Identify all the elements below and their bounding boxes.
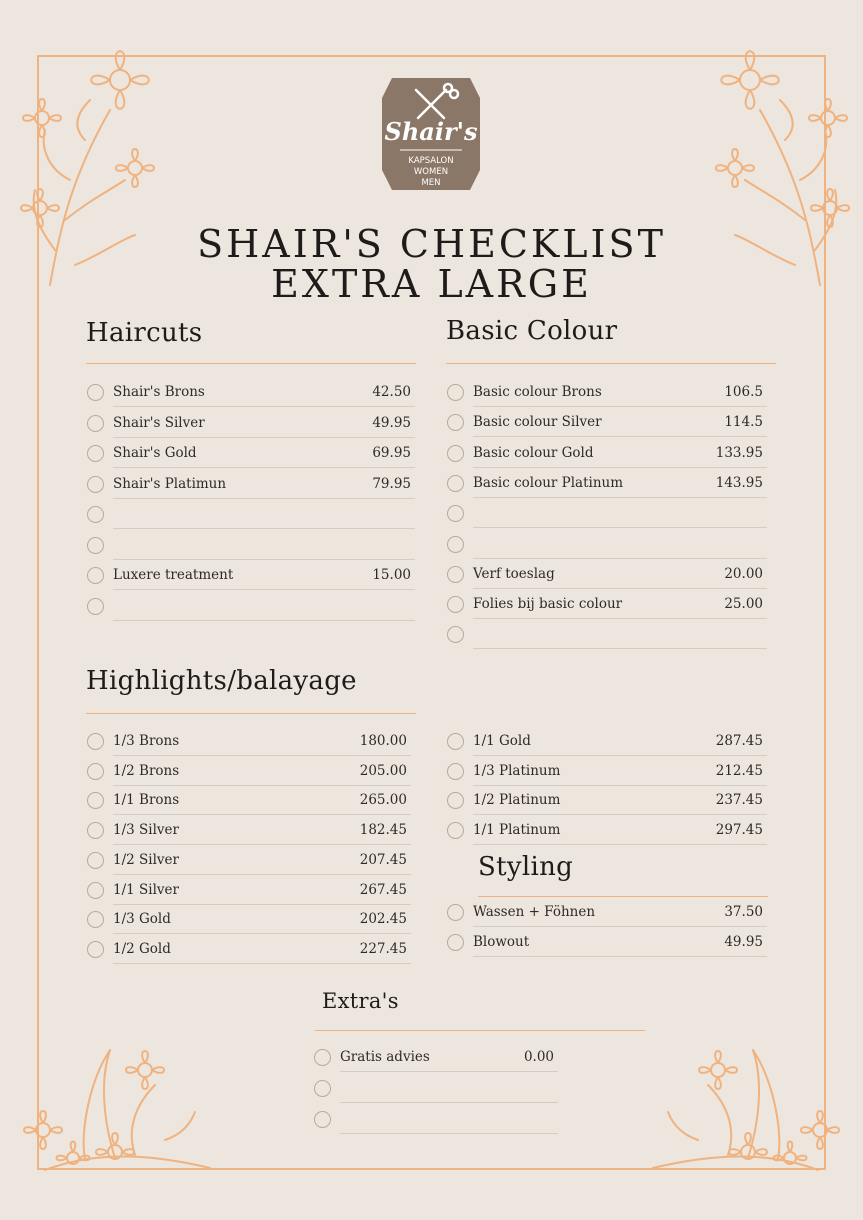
- highlight-row-line: [473, 844, 767, 845]
- extra-checkbox[interactable]: [314, 1080, 331, 1097]
- highlight-item-name: 1/2 Platinum: [473, 792, 561, 809]
- floral-bottom-right-decoration: [648, 1040, 848, 1180]
- haircut-row: [87, 469, 415, 499]
- highlight-row: [447, 815, 767, 845]
- styling-row: [447, 897, 767, 927]
- haircut-item-name: Shair's Brons: [113, 384, 205, 400]
- haircut-item-price: 79.95: [372, 475, 411, 492]
- haircuts-title: Haircuts: [86, 318, 203, 348]
- highlight-checkbox[interactable]: [87, 882, 104, 899]
- extra-row: [314, 1042, 558, 1072]
- basic-colour-row: [447, 438, 767, 468]
- haircut-checkbox[interactable]: [87, 384, 104, 401]
- highlight-item-price: 180.00: [359, 733, 407, 749]
- haircut-item-price: 42.50: [372, 384, 411, 400]
- highlight-item-price: 182.45: [359, 822, 407, 839]
- haircut-row: [87, 591, 415, 621]
- extras-title: Extra's: [322, 989, 399, 1013]
- highlight-item-price: 287.45: [715, 733, 763, 749]
- highlight-item-name: 1/3 Gold: [113, 911, 171, 928]
- highlights-title: Highlights/balayage: [86, 666, 357, 696]
- basic-colour-item-name: Basic colour Gold: [473, 444, 594, 461]
- basic-colour-checkbox[interactable]: [447, 475, 464, 492]
- highlight-item-name: 1/1 Platinum: [473, 822, 561, 839]
- basic-colour-checkbox[interactable]: [447, 536, 464, 553]
- basic-colour-checkbox[interactable]: [447, 505, 464, 522]
- floral-bottom-left-decoration: [15, 1040, 215, 1180]
- highlight-row-line: [113, 963, 411, 964]
- basic-colour-item-name: Basic colour Silver: [473, 414, 602, 431]
- highlight-item-name: 1/2 Brons: [113, 762, 180, 779]
- highlight-item-price: 227.45: [359, 940, 407, 957]
- highlight-item-name: 1/3 Platinum: [473, 762, 561, 779]
- page-title-line-1: SHAIR'S CHECKLIST: [197, 222, 666, 266]
- extra-checkbox[interactable]: [314, 1111, 331, 1128]
- extra-row-line: [340, 1102, 558, 1103]
- basic-colour-row: [447, 619, 767, 649]
- styling-item-price: 37.50: [724, 904, 763, 920]
- highlight-item-name: 1/1 Gold: [473, 733, 531, 749]
- basic-colour-row: [447, 407, 767, 437]
- highlight-checkbox[interactable]: [87, 792, 104, 809]
- haircut-checkbox[interactable]: [87, 598, 104, 615]
- haircut-row: [87, 499, 415, 529]
- highlight-item-name: 1/1 Brons: [113, 792, 180, 809]
- highlight-row: [87, 845, 411, 875]
- highlight-row: [87, 934, 411, 964]
- basic-colour-item-price: 114.5: [724, 414, 763, 431]
- haircut-checkbox[interactable]: [87, 476, 104, 493]
- styling-item-name: Blowout: [473, 933, 530, 950]
- haircut-item-name: Shair's Silver: [113, 414, 205, 431]
- basic-colour-checkbox[interactable]: [447, 626, 464, 643]
- basic-colour-row: [447, 589, 767, 619]
- styling-item-name: Wassen + Föhnen: [473, 904, 596, 920]
- extra-item-name: Gratis advies: [340, 1049, 430, 1065]
- highlight-row: [87, 875, 411, 905]
- highlight-item-price: 297.45: [715, 822, 763, 839]
- basic-colour-checkbox[interactable]: [447, 566, 464, 583]
- styling-title: Styling: [478, 852, 574, 882]
- haircut-item-price: 69.95: [372, 445, 411, 461]
- styling-row: [447, 927, 767, 957]
- highlight-row: [447, 756, 767, 786]
- highlight-checkbox[interactable]: [87, 911, 104, 928]
- extras-rule: [315, 1030, 645, 1031]
- extra-row: [314, 1104, 558, 1134]
- haircut-row: [87, 408, 415, 438]
- haircut-checkbox[interactable]: [87, 506, 104, 523]
- extra-checkbox[interactable]: [314, 1049, 331, 1066]
- extra-row-line: [340, 1133, 558, 1134]
- haircut-item-name: Shair's Platimun: [113, 475, 227, 492]
- basic-colour-row: [447, 559, 767, 589]
- basic-colour-item-name: Folies bij basic colour: [473, 596, 623, 613]
- basic-colour-item-price: 106.5: [724, 384, 763, 400]
- haircut-item-price: 49.95: [372, 414, 411, 431]
- highlight-item-price: 212.45: [715, 762, 763, 779]
- logo-line-2: WOMEN: [413, 167, 449, 177]
- highlight-item-name: 1/3 Brons: [113, 733, 180, 749]
- highlight-checkbox[interactable]: [87, 763, 104, 780]
- highlight-item-name: 1/2 Silver: [113, 851, 179, 868]
- styling-checkbox[interactable]: [447, 934, 464, 951]
- extra-item-price: 0.00: [523, 1049, 554, 1065]
- basic-colour-checkbox[interactable]: [447, 445, 464, 462]
- highlight-row: [87, 815, 411, 845]
- basic-colour-row-line: [473, 648, 767, 649]
- highlight-item-name: 1/3 Silver: [113, 822, 179, 839]
- basic-colour-row: [447, 498, 767, 528]
- basic-colour-row: [447, 468, 767, 498]
- logo-line-3: MEN: [421, 178, 441, 188]
- haircut-checkbox[interactable]: [87, 537, 104, 554]
- haircut-row: [87, 530, 415, 560]
- basic-colour-item-price: 133.95: [715, 444, 763, 461]
- highlight-row: [87, 904, 411, 934]
- styling-checkbox[interactable]: [447, 904, 464, 921]
- haircut-row: [87, 438, 415, 468]
- highlight-item-price: 202.45: [359, 911, 407, 928]
- styling-row-line: [473, 956, 767, 957]
- highlight-row: [87, 756, 411, 786]
- highlight-checkbox[interactable]: [87, 941, 104, 958]
- haircut-checkbox[interactable]: [87, 415, 104, 432]
- highlight-row: [447, 726, 767, 756]
- haircuts-rule: [86, 363, 416, 364]
- basic-colour-item-name: Basic colour Brons: [473, 384, 602, 400]
- logo-name: Shair's: [384, 117, 478, 146]
- highlight-item-price: 205.00: [359, 762, 407, 779]
- basic-colour-checkbox[interactable]: [447, 414, 464, 431]
- extra-row-line: [340, 1071, 558, 1072]
- basic-colour-row: [447, 529, 767, 559]
- page-title-line-2: EXTRA LARGE: [271, 262, 592, 306]
- basic-colour-checkbox[interactable]: [447, 384, 464, 401]
- highlight-item-price: 267.45: [359, 881, 407, 898]
- highlight-item-price: 237.45: [715, 792, 763, 809]
- basic-colour-item-name: Basic colour Platinum: [473, 474, 624, 491]
- highlight-checkbox[interactable]: [447, 792, 464, 809]
- highlight-checkbox[interactable]: [447, 822, 464, 839]
- highlight-checkbox[interactable]: [87, 852, 104, 869]
- basic-colour-item-price: 143.95: [715, 474, 763, 491]
- logo-line-1: KAPSALON: [408, 156, 454, 166]
- basic-colour-rule: [446, 363, 776, 364]
- highlight-checkbox[interactable]: [87, 822, 104, 839]
- highlight-row: [87, 785, 411, 815]
- highlight-checkbox[interactable]: [447, 733, 464, 750]
- highlight-row: [87, 726, 411, 756]
- haircut-item-name: Luxere treatment: [113, 567, 234, 583]
- basic-colour-title: Basic Colour: [446, 316, 618, 346]
- haircut-checkbox[interactable]: [87, 445, 104, 462]
- haircut-row: [87, 377, 415, 407]
- highlight-item-price: 207.45: [359, 851, 407, 868]
- highlight-checkbox[interactable]: [447, 763, 464, 780]
- basic-colour-item-price: 25.00: [724, 596, 763, 613]
- highlight-item-name: 1/1 Silver: [113, 881, 179, 898]
- highlight-row: [447, 785, 767, 815]
- haircut-item-name: Shair's Gold: [113, 445, 197, 461]
- highlight-item-price: 265.00: [359, 792, 407, 809]
- highlights-rule: [86, 713, 416, 714]
- haircut-row: [87, 560, 415, 590]
- haircut-row-line: [113, 620, 415, 621]
- styling-item-price: 49.95: [724, 933, 763, 950]
- highlight-checkbox[interactable]: [87, 733, 104, 750]
- basic-colour-item-price: 20.00: [724, 565, 763, 582]
- highlight-item-name: 1/2 Gold: [113, 940, 171, 957]
- extra-row: [314, 1073, 558, 1103]
- haircut-item-price: 15.00: [372, 567, 411, 583]
- haircut-checkbox[interactable]: [87, 567, 104, 584]
- salon-logo: [378, 68, 484, 200]
- basic-colour-row: [447, 377, 767, 407]
- basic-colour-checkbox[interactable]: [447, 596, 464, 613]
- basic-colour-item-name: Verf toeslag: [473, 565, 555, 582]
